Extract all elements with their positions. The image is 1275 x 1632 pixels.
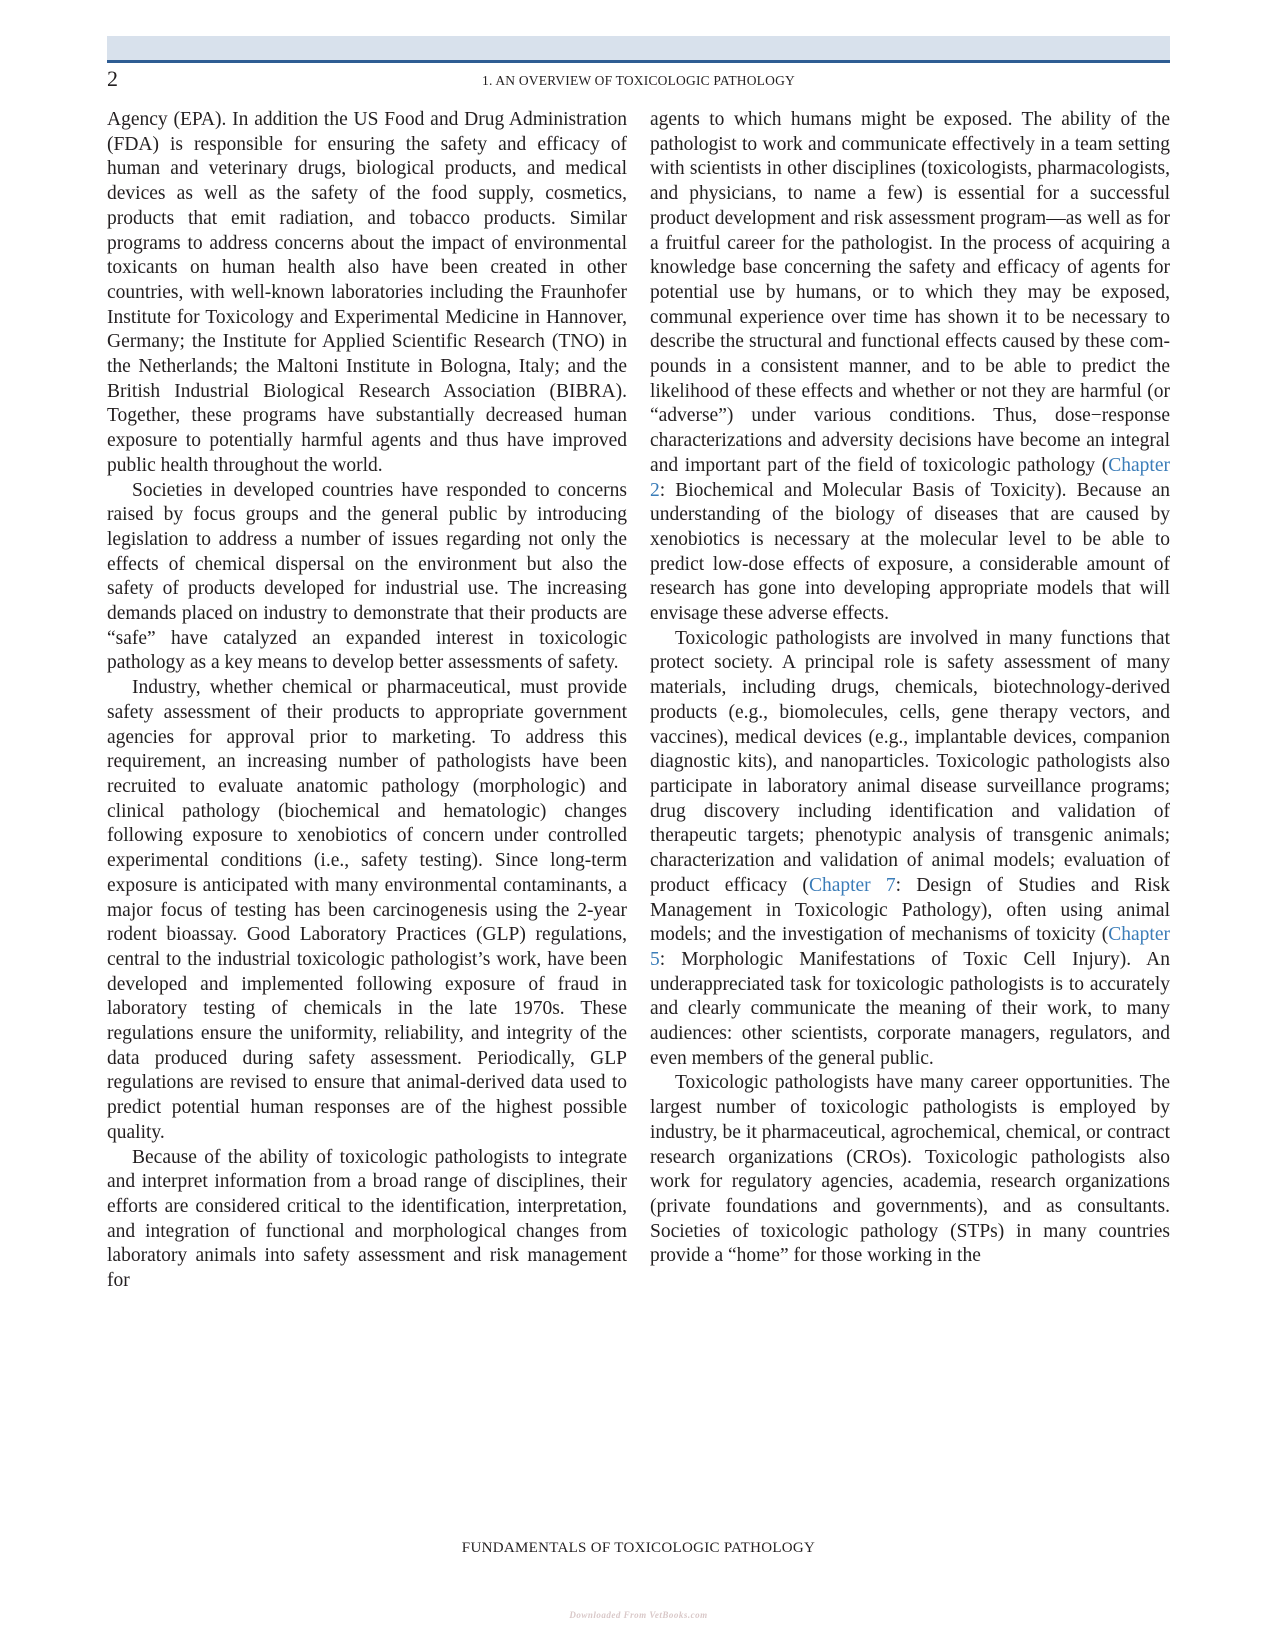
left-column (107, 108, 627, 1294)
paragraph (650, 627, 1170, 1072)
paragraph: Societies in developed countries have responded to concerns raised by focus groups and the general public by introducing legislation to address a number of issues regarding not only the effects of chemical dispersal on the environment but also the safety of products developed for industrial use. The increasing demands placed on industry to demonstrate that their products are “safe” have catalyzed an expanded interest in toxicologic pathology as a key means to develop better assessments of safety. (107, 479, 627, 674)
running-head: 1. AN OVERVIEW OF TOXICOLOGIC PATHOLOGY (482, 73, 795, 88)
page-number: 2 (107, 66, 118, 91)
footer-book-title: FUNDAMENTALS OF TOXICOLOGIC PATHOLOGY (461, 1540, 816, 1556)
paragraph-text: : Morphologic Manifestations of Toxic Cell Injury). An underappreciated task for toxicologic pathologists is to accurately and clearly communicate the meaning of their work, to many audiences: other scientists, corporate managers, regulators, and even members of the general public. (650, 948, 1170, 1069)
header-band (107, 36, 1170, 63)
paragraph-text: agents to which humans might be exposed. The ability of the pathologist to work and communicate effectively in a team setting with scientists in other disciplines (toxicologists, pharmacologists, and physicians, to name a few) is essential for a successful product development and risk assessment program—as well as for a fruitful career for the pathologist. In the process of acquiring a knowledge base concerning the safety and efficacy of agents for potential use by humans, or to which they may be exposed, communal experience over time has shown it to be necessary to describe the structural and functional effects caused by these compounds in a consistent manner, and to be able to predict the likelihood of these effects and whether or not they are harmful (or “adverse”) under various conditions. Thus, dose−response characterizations and adversity decisions have become an integral and important part of the field of toxicologic pathology ( (650, 109, 1170, 476)
paragraph: Because of the ability of toxicologic pathologists to integrate and interpret information from a broad range of disciplines, their efforts are considered critical to the identification, interpretation, and integration of functional and morphological changes from laboratory animals into safety assessment and risk management for (107, 1146, 627, 1292)
chapter-7-link[interactable]: Chapter 7 (808, 874, 896, 896)
chapter-5-link[interactable]: Chapter 5 (650, 924, 1170, 970)
paragraph-text: : Design of Studies and Risk Management in Toxicologic Pathology), often using animal models; and the investigation of mechanisms of toxicity ( (650, 874, 1171, 946)
paragraph: Industry, whether chemical or pharmaceutical, must provide safety assessment of their products to appropriate government agencies for approval prior to marketing. To address this requirement, an increasing number of pathologists have been recruited to evaluate anatomic pathology (morphologic) and clinical pathology (biochemical and hematologic) changes following exposure to xenobiotics of concern under controlled experimental conditions (i.e., safety testing). Since long-term exposure is anticipated with many environmental contaminants, a major focus of testing has been carcinogenesis using the 2-year rodent bioassay. Good Laboratory Practices (GLP) regulations, central to the industrial toxicologic pathologist’s work, have been developed and implemented following exposure of fraud in laboratory testing of chemicals in the late 1970s. These regulations ensure the uniformity, reliability, and integrity of the data produced during safety assessment. Periodically, GLP regulations are revised to ensure that animal-derived data used to predict potential human responses are of the highest possible quality. (107, 677, 627, 1143)
paragraph (650, 108, 1170, 627)
paragraph-text: Toxicologic pathologists are involved in many functions that protect society. A principal role is safety assessment of many materials, including drugs, chemicals, biotechnology-derived products (e.g., biomolecules, cells, gene therapy vectors, and vaccines), medical devices (e.g., implantable devices, companion diagnostic kits), and nanoparticles. Toxicologic pathologists also participate in laboratory animal disease surveillance programs; drug discovery including identification and validation of therapeutic targets; phenotypic analysis of transgenic animals; characterization and validation of animal models; evaluation of product efficacy ( (650, 627, 1170, 896)
right-column (650, 108, 1170, 1269)
watermark: Downloaded From VetBooks.com (569, 1610, 708, 1620)
paragraph: Agency (EPA). In addition the US Food and Drug Administration (FDA) is responsible for ensuring the safety and efficacy of human and veterinary drugs, biological products, and medical devices as well as the safety of the food supply, cosmetics, products that emit radiation, and tobacco products. Similar programs to address concerns about the impact of environmental toxicants on human health also have been created in other countries, with well-known laboratories including the Fraunhofer Institute for Toxicology and Experimental Medicine in Hannover, Germany; the Institute for Applied Scientific Research (TNO) in the Netherlands; the Maltoni Institute in Bologna, Italy; and the British Industrial Biological Research Association (BIBRA). Together, these programs have substantially decreased human exposure to potentially harmful agents and thus have improved public health throughout the world. (107, 109, 627, 476)
chapter-2-link[interactable]: Chapter 2 (650, 454, 1170, 501)
paragraph: Toxicologic pathologists have many career opportunities. The largest number of toxicologic pathologists is employed by industry, be it pharmaceutical, agrochemical, chemical, or contract research organizations (CROs). Toxicologic pathologists also work for regulatory agencies, academia, research organizations (private foundations and governments), and as consultants. Societies of toxicologic pathology (STPs) in many countries provide a “home” for those working in the (650, 1072, 1170, 1267)
paragraph-text: : Biochemical and Molecular Basis of Toxicity). Because an understanding of the biology of diseases that are caused by xenobiotics is necessary at the molecular level to be able to predict low-dose effects of exposure, a considerable amount of research has gone into developing appropriate models that will envisage these adverse effects. (650, 479, 1170, 625)
